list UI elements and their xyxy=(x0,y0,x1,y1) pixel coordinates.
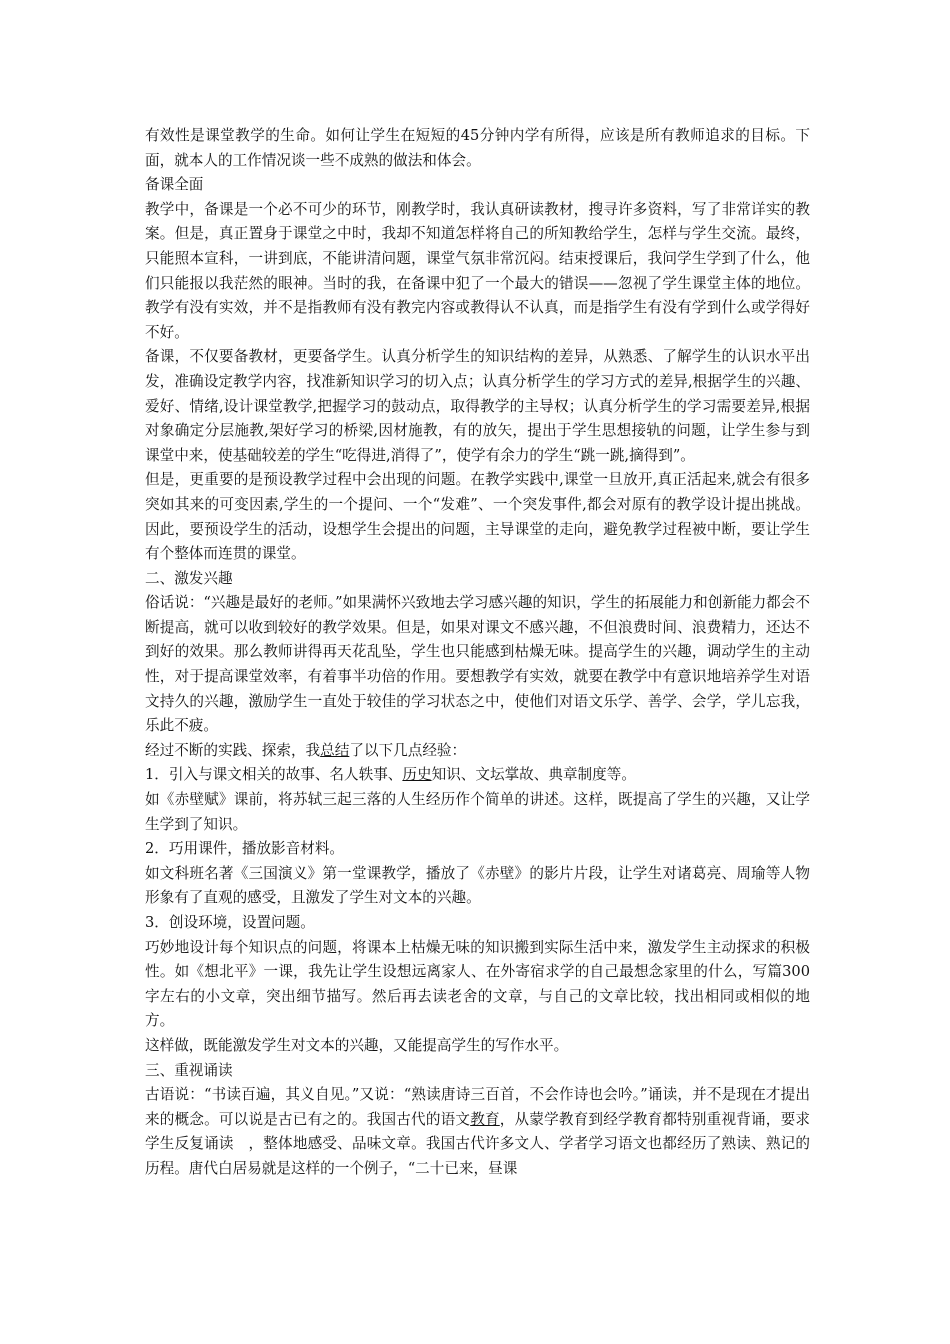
paragraph: 备课，不仅要备教材，更要备学生。认真分析学生的知识结构的差异，从熟悉、了解学生的认识水平出发，准确设定教学内容，找准新知识学习的切入点；认真分析学生的学习方式的差异,根据学生的兴趣、爱好、情绪,设计课堂教学,把握学习的鼓动点，取得教学的主导权；认真分析学生的学习需要差异,根据对象确定分层施教,架好学习的桥梁,因材施教，有的放矢，提出于学生思想接轨的问题，让学生参与到课堂中来，使基础较差的学生“吃得进,消得了”，使学有余力的学生“跳一跳,摘得到”。 xyxy=(145,348,810,464)
paragraph: 这样做，既能激发学生对文本的兴趣，又能提高学生的写作水平。 xyxy=(145,1036,569,1054)
link-education[interactable]: 教育 xyxy=(470,1110,500,1128)
paragraph: 经过不断的实践、探索，我总结了以下几点经验： xyxy=(145,741,467,759)
list-item-1: 1．引入与课文相关的故事、名人轶事、历史知识、文坛掌故、典章制度等。 xyxy=(145,766,636,784)
link-history[interactable]: 历史 xyxy=(402,766,432,784)
document-body xyxy=(145,124,810,1182)
list-item-2: 2．巧用课件，播放影音材料。 xyxy=(145,840,345,858)
paragraph: 巧妙地设计每个知识点的问题，将课本上枯燥无味的知识搬到实际生活中来，激发学生主动探求的积极性。如《想北平》一课，我先让学生设想远离家人、在外寄宿求学的自己最想念家里的什么，写篇300字左右的小文章，突出细节描写。然后再去读老舍的文章，与自己的文章比较，找出相同或相似的地方。 xyxy=(145,938,810,1030)
paragraph: 如《赤壁赋》课前，将苏轼三起三落的人生经历作个简单的讲述。这样，既提高了学生的兴趣，又让学生学到了知识。 xyxy=(145,791,810,833)
paragraph: 如文科班名著《三国演义》第一堂课教学，播放了《赤壁》的影片片段，让学生对诸葛亮、周瑜等人物形象有了直观的感受，且激发了学生对文本的兴趣。 xyxy=(145,864,810,907)
heading-interest: 二、激发兴趣 xyxy=(145,569,233,587)
list-item-3: 3．创设环境，设置问题。 xyxy=(145,914,315,931)
link-summary[interactable]: 总结 xyxy=(320,741,350,759)
paragraph-intro: 有效性是课堂教学的生命。如何让学生在短短的45分钟内学有所得，应该是所有教师追求的目标。下面，就本人的工作情况谈一些不成熟的做法和体会。 xyxy=(145,127,810,169)
heading-recitation: 三、重视诵读 xyxy=(145,1061,233,1079)
heading-lesson-prep: 备课全面 xyxy=(145,176,204,194)
paragraph: 古语说：“书读百遍，其义自见。”又说：“熟读唐诗三百首，不会作诗也会吟。”诵读，并不是现在才提出来的概念。可以说是古已有之的。我国古代的语文教育，从蒙学教育到经学教育都特别重视背诵，要求学生反复诵读 ，整体地感受、品味文章。我国古代许多文人、学者学习语文也都经历了熟读、熟记的历程。唐代白居易就是这样的一个例子，“二十已来，昼课 xyxy=(145,1086,810,1177)
paragraph: 教学中，备课是一个必不可少的环节，刚教学时，我认真研读教材，搜寻许多资料，写了非常详实的教案。但是，真正置身于课堂之中时，我却不知道怎样将自己的所知教给学生，怎样与学生交流。最终，只能照本宣科，一讲到底，不能讲清问题，课堂气氛非常沉闷。结束授课后，我问学生学到了什么，他们只能报以我茫然的眼神。当时的我，在备课中犯了一个最大的错误——忽视了学生课堂主体的地位。教学有没有实效，并不是指教师有没有教完内容或教得认不认真，而是指学生有没有学到什么或学得好不好。 xyxy=(145,200,810,341)
paragraph: 俗话说：“兴趣是最好的老师。”如果满怀兴致地去学习感兴趣的知识，学生的拓展能力和创新能力都会不断提高，就可以收到较好的教学效果。但是，如果对课文不感兴趣，不但浪费时间、浪费精力，还达不到好的效果。那么教师讲得再天花乱坠，学生也只能感到枯燥无味。提高学生的兴趣，调动学生的主动性，对于提高课堂效率，有着事半功倍的作用。要想教学有实效，就要在教学中有意识地培养学生对语文持久的兴趣，激励学生一直处于较佳的学习状态之中，使他们对语文乐学、善学、会学，学儿忘我，乐此不疲。 xyxy=(145,594,810,735)
paragraph: 但是，更重要的是预设教学过程中会出现的问题。在教学实践中,课堂一旦放开,真正活起来,就会有很多突如其来的可变因素,学生的一个提问、一个“发难”、一个突发事件,都会对原有的教学设计提出挑战。因此，要预设学生的活动，设想学生会提出的问题，主导课堂的走向，避免教学过程被中断，要让学生有个整体而连贯的课堂。 xyxy=(145,471,810,563)
